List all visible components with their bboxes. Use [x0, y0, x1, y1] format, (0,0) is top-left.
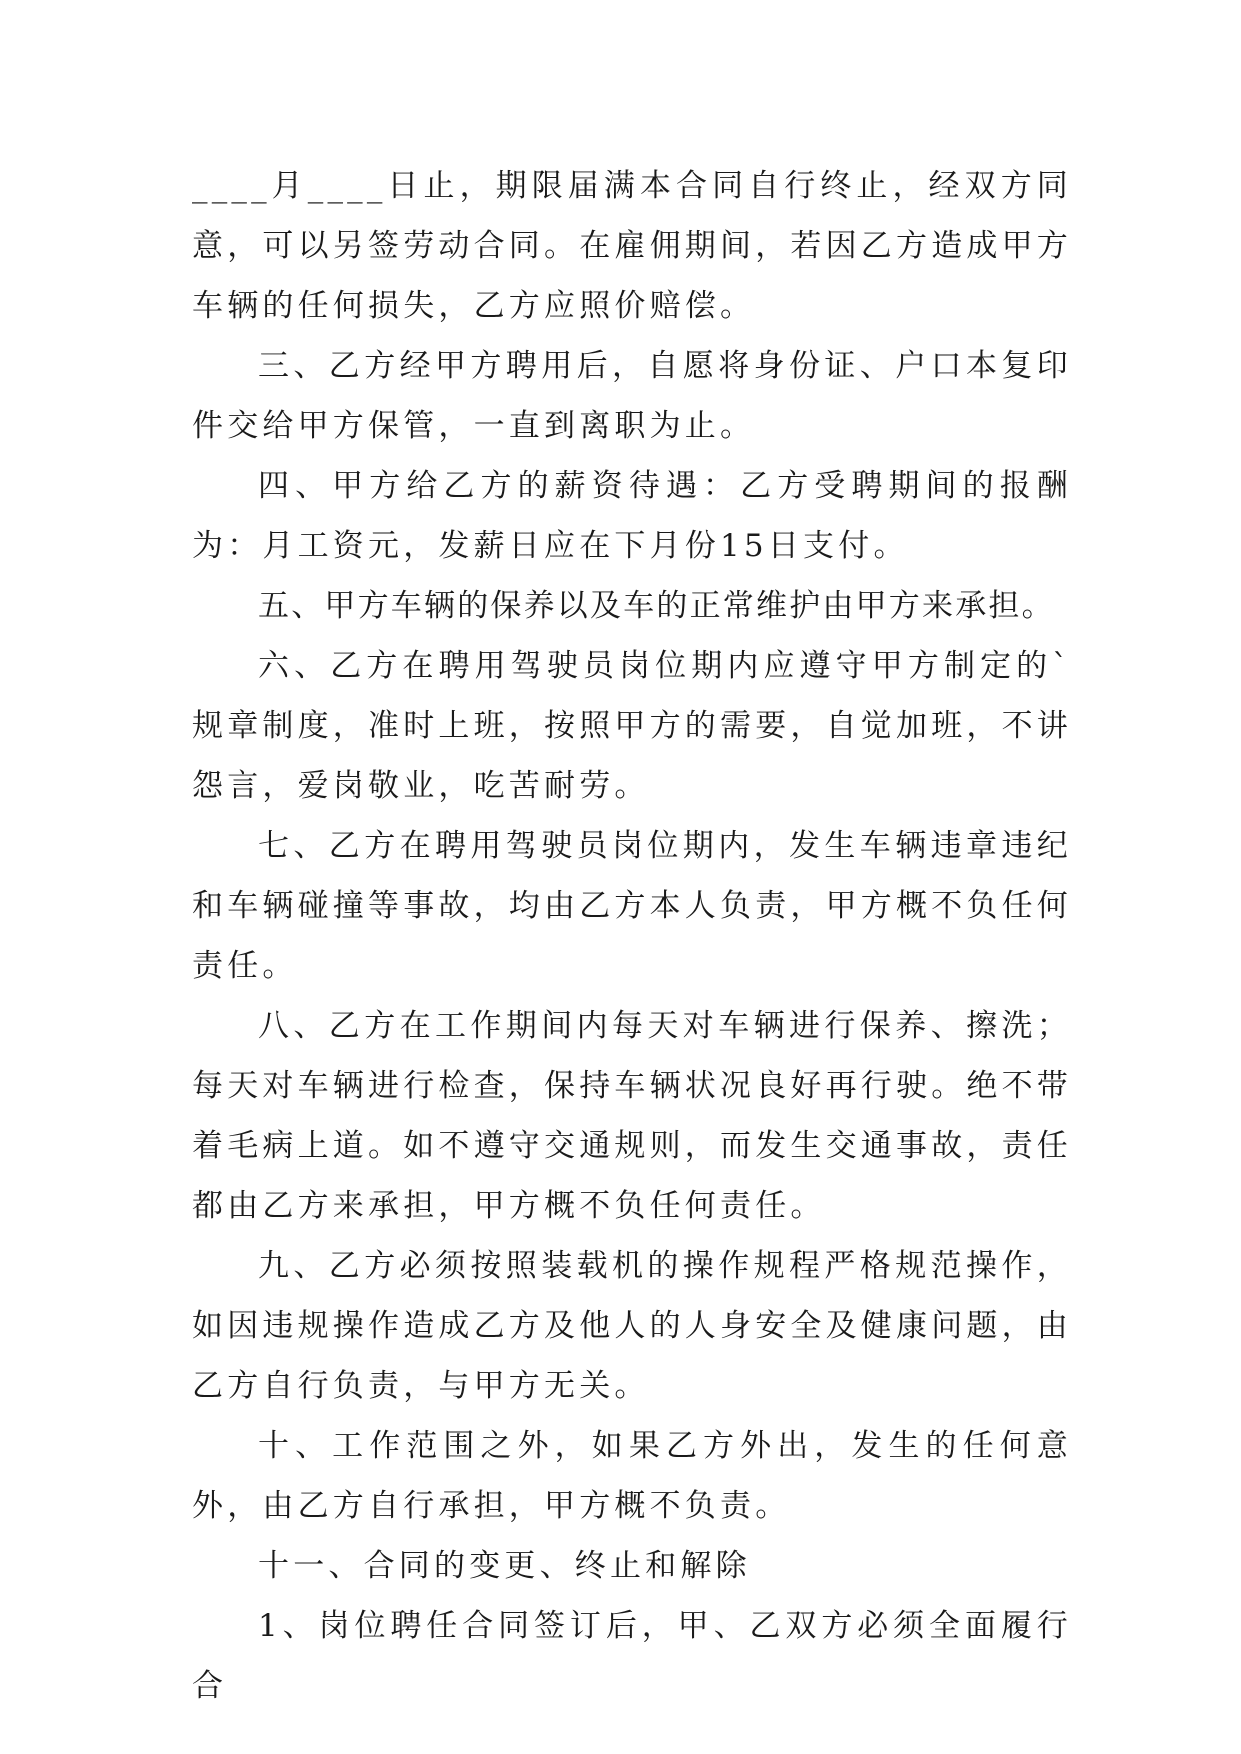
paragraph-clause-9: 九、乙方必须按照装载机的操作规程严格规范操作，如因违规操作造成乙方及他人的人身安全及健康问题，由乙方自行负责，与甲方无关。	[192, 1248, 1072, 1404]
paragraph-clause-5: 五、甲方车辆的保养以及车的正常维护由甲方来承担。	[258, 588, 1055, 624]
paragraph-clause-4: 四、甲方给乙方的薪资待遇：乙方受聘期间的报酬为：月工资元，发薪日应在下月份15日支付。	[192, 468, 1072, 564]
paragraph-clause-8: 八、乙方在工作期间内每天对车辆进行保养、擦洗；每天对车辆进行检查，保持车辆状况良好再行驶。绝不带着毛病上道。如不遵守交通规则，而发生交通事故，责任都由乙方来承担，甲方概不负任何责任。	[192, 1008, 1072, 1224]
paragraph-clause-7: 七、乙方在聘用驾驶员岗位期内，发生车辆违章违纪和车辆碰撞等事故，均由乙方本人负责，甲方概不负任何责任。	[192, 828, 1072, 984]
paragraph-clause-3: 三、乙方经甲方聘用后，自愿将身份证、户口本复印件交给甲方保管，一直到离职为止。	[192, 348, 1072, 444]
paragraph-clause-11-item-1: 1、岗位聘任合同签订后，甲、乙双方必须全面履行合	[192, 1608, 1072, 1704]
paragraph-clause-6: 六、乙方在聘用驾驶员岗位期内应遵守甲方制定的`规章制度，准时上班，按照甲方的需要，自觉加班，不讲怨言，爱岗敬业，吃苦耐劳。	[192, 648, 1072, 804]
document-body	[192, 156, 1072, 1716]
paragraph-clause-10: 十、工作范围之外，如果乙方外出，发生的任何意外，由乙方自行承担，甲方概不负责。	[192, 1428, 1072, 1524]
paragraph-contract-term-continued: ____月____日止，期限届满本合同自行终止，经双方同意，可以另签劳动合同。在雇佣期间，若因乙方造成甲方车辆的任何损失，乙方应照价赔偿。	[192, 168, 1072, 324]
paragraph-clause-11-heading: 十一、合同的变更、终止和解除	[258, 1548, 751, 1584]
